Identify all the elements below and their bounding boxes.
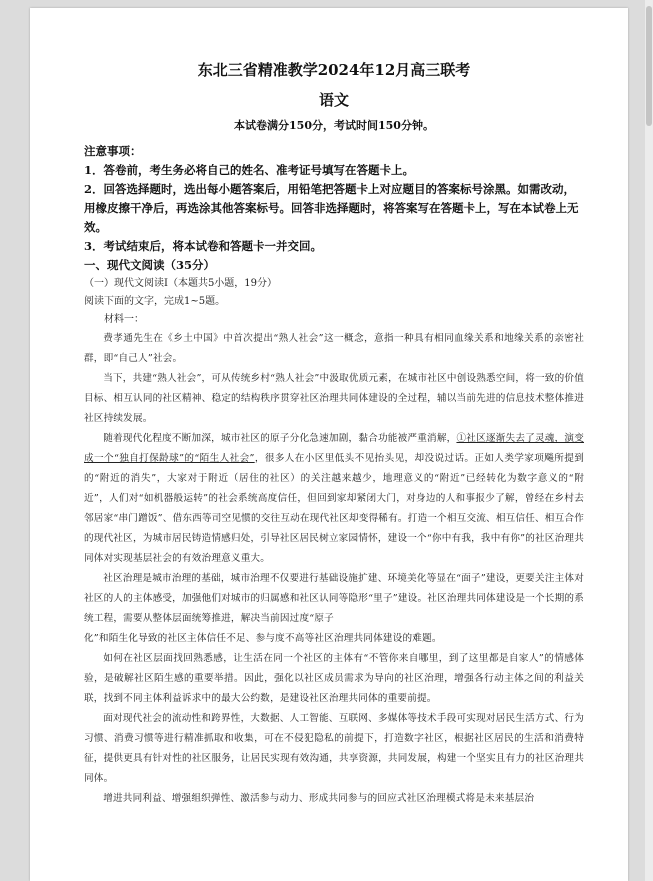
paragraph-3 (84, 429, 584, 569)
notes-item-3: 3．考试结束后，将本试卷和答题卡一并交回。 (84, 239, 322, 253)
paragraph-7: 增进共同利益、增强组织弹性、激活参与动力、形成共同参与的回应式社区治理模式将是未来基层治 (103, 793, 535, 804)
exam-title: 东北三省精准教学2024年12月高三联考 (197, 61, 471, 79)
paragraph-4-continued: 化”和陌生化导致的社区主体信任不足、参与度不高等社区治理共同体建设的难题。 (84, 633, 442, 644)
paragraph-1: 费孝通先生在《乡土中国》中首次提出“熟人社会”这一概念，意指一种具有相同血缘关系和地缘关系的亲密社群，即“自己人”社会。 (84, 333, 584, 364)
paragraph-3-rest: ，很多人在小区里低头不见抬头见，却没说过话。正如人类学家项飚所提到的“附近的消失”，大家对于附近（居住的社区）的关注越来越少，地理意义的“附近”已经转化为数字意义的“附近”，人们对“如机器般运转”的社会系统高度信任，但回到家却紧闭大门，对身边的人和事报少了解，曾经在乡村去邻居家“串门蹭饭”、借东西等司空见惯的交往互动在现代社区却变得稀有。打造一个相互交流、相互信任、相互合作的现代社区，为城市居民铸造情感归处，引导社区居民树立家园情怀，建设一个“你中有我，我中有你”的社区治理共同体对实现基层社会的有效治理意义重大。 (84, 453, 584, 564)
paragraph-3-start: 随着现代化程度不断加深，城市社区的原子分化急速加剧，黏合功能被严重消解， (103, 433, 457, 444)
exam-info: 本试卷满分150分，考试时间150分钟。 (234, 119, 434, 132)
notes-item-2: 2．回答选择题时，选出每小题答案后，用铅笔把答题卡上对应题目的答案标号涂黑。如需改动，用橡皮擦干净后，再选涂其他答案标号。回答非选择题时，将答案写在答题卡上，写在本试卷上无效。 (84, 182, 579, 234)
material-label: 材料一： (104, 314, 144, 325)
underlined-sentence-1: ①社区逐渐失去了灵魂，演变成一个“独自打保龄球”的“陌生人社会” (84, 433, 584, 464)
section-heading: 一、现代文阅读（35分） (84, 258, 216, 272)
vertical-scrollbar[interactable] (645, 0, 653, 881)
subject-title: 语文 (318, 91, 349, 109)
paragraph-5: 如何在社区层面找回熟悉感，让生活在同一个社区的主体有“不管你来自哪里，到了这里都是自家人”的情感体验，是破解社区陌生感的重要举措。因此，强化以社区成员需求为导向的社区治理，增强各行动主体之间的利益关联，找到不同主体利益诉求中的最大公约数，是建设社区治理共同体的重要前提。 (84, 653, 584, 704)
document-page (30, 8, 628, 881)
page-content (84, 60, 584, 809)
paragraph-4: 社区治理是城市治理的基础，城市治理不仅要进行基础设施扩建、环境美化等显在“面子”建设，更要关注主体对社区的人的主体感受，加强他们对城市的归属感和社区认同等隐形“里子”建设。社区治理共同体建设是一个长期的系统工程，需要从整体层面统筹推进，解决当前因过度“原子 (84, 573, 584, 624)
subsection-heading: （一）现代文阅读Ⅰ（本题共5小题，19分） (84, 278, 278, 289)
reading-instruction: 阅读下面的文字，完成1~5题。 (84, 296, 226, 307)
notes-heading: 注意事项： (84, 144, 142, 158)
paragraph-2: 当下，共建“熟人社会”，可从传统乡村“熟人社会”中汲取优质元素，在城市社区中创设熟悉空间，将一致的价值目标、相互认同的社区精神、稳定的结构秩序贯穿社区治理共同体建设的全过程，辅以当前先进的信息技术整体推进社区持续发展。 (84, 373, 584, 424)
scrollbar-thumb[interactable] (646, 6, 652, 126)
notes-item-1: 1．答卷前，考生务必将自己的姓名、准考证号填写在答题卡上。 (84, 163, 414, 177)
paragraph-6: 面对现代社会的流动性和跨界性，大数据、人工智能、互联网、多媒体等技术手段可实现对居民生活方式、行为习惯、消费习惯等进行精准抓取和收集，可在不侵犯隐私的前提下，打造数字社区，根据社区居民的生活和消费特征，提供更具有针对性的社区服务，让居民实现有效沟通，共享资源，共同发展，构建一个坚实且有力的社区治理共同体。 (84, 713, 584, 784)
